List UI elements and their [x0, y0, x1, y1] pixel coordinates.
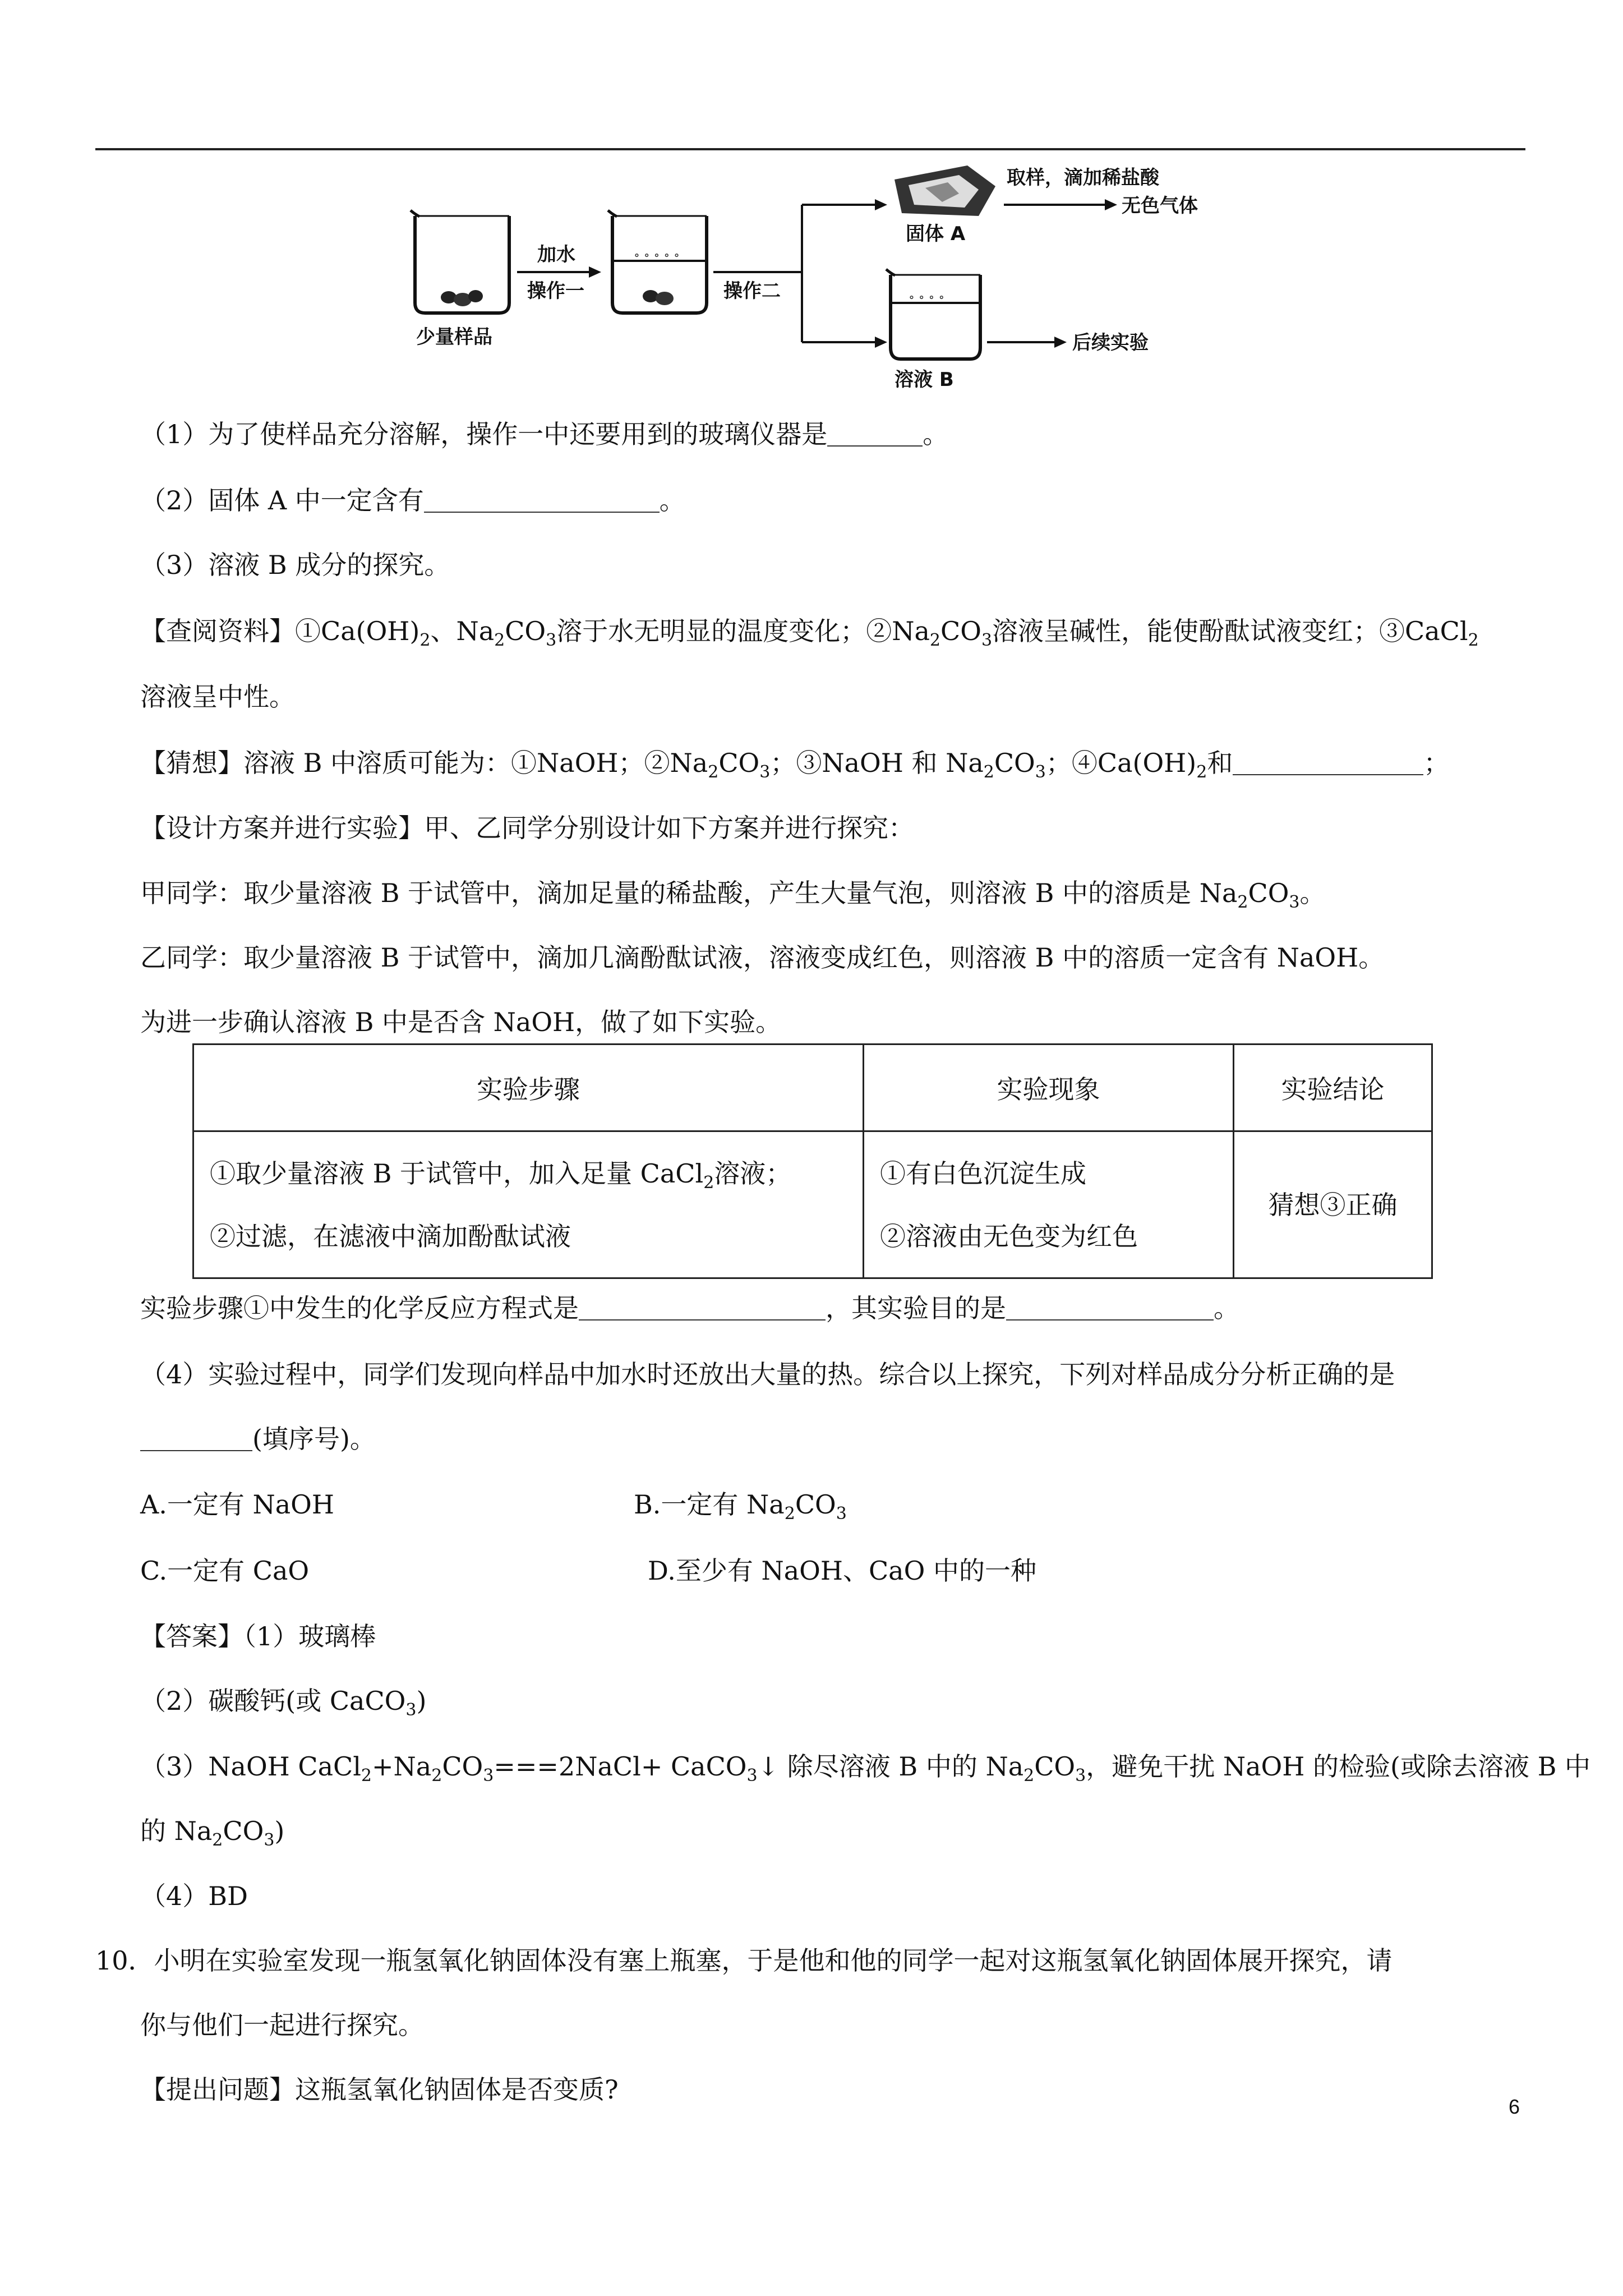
header-rule [95, 148, 1525, 150]
sample-beaker-icon [411, 210, 509, 313]
steps-question-line: 实验步骤①中发生的化学反应方程式是 ，其实验目的是 。 [140, 1293, 1239, 1323]
answer-blank[interactable] [1006, 1319, 1214, 1320]
reference-info-line-2: 溶液呈中性。 [140, 682, 295, 712]
question-4-line-2: (填序号)。 [140, 1421, 1623, 1457]
top-action-label: 取样，滴加稀盐酸 [1007, 167, 1159, 189]
student-yi-line: 乙同学：取少量溶液 B 于试管中，滴加几滴酚酞试液，溶液变成红色，则溶液 B 中的溶质一定含有 NaOH。 [140, 942, 1385, 973]
answer-4: （4）BD [140, 1881, 248, 1911]
answer-3-line-2: 的 $Na_2CO_3$) [140, 1816, 285, 1850]
table-header-cell: 实验结论 [1234, 1045, 1432, 1131]
sample-label: 少量样品 [416, 326, 492, 348]
table-header-row [193, 1045, 1432, 1131]
experiment-table [192, 1043, 1433, 1279]
page-number: 6 [1509, 2095, 1520, 2118]
answer-2: （2）碳酸钙(或 CaCO$_3$) [140, 1686, 427, 1720]
op1-bottom-label: 操作一 [527, 280, 584, 302]
op1-top-label: 加水 [537, 243, 575, 266]
solid-a-label: 固体 A [906, 223, 966, 245]
question-10-line-2: 你与他们一起进行探究。 [140, 2010, 424, 2040]
dissolving-beaker-icon [608, 210, 707, 313]
solution-b-label: 溶液 B [895, 369, 954, 391]
answer-blank[interactable] [424, 512, 660, 513]
table-header-cell: 实验步骤 [193, 1045, 864, 1131]
op2-label: 操作二 [723, 280, 781, 302]
question-10-line-1: 10．小明在实验室发现一瓶氢氧化钠固体没有塞上瓶塞，于是他和他的同学一起对这瓶氢氧化钠固体展开探究，请 [95, 1945, 1393, 1976]
table-header-cell: 实验现象 [864, 1045, 1234, 1131]
option-b: B.一定有 $Na_2CO_3$ [634, 1489, 847, 1524]
followup-label: 后续实验 [1072, 332, 1149, 354]
question-2: （2）固体 A 中一定含有 。 [140, 485, 685, 516]
answer-blank[interactable] [140, 1450, 252, 1451]
table-cell-steps: ①取少量溶液 B 于试管中，加入足量 CaCl$_2$溶液； ②过滤，在滤液中滴加酚酞试液 [193, 1131, 864, 1278]
question-10-line-3: 【提出问题】这瓶氢氧化钠固体是否变质? [140, 2074, 619, 2105]
answer-1: 【答案】（1）玻璃棒 [140, 1621, 376, 1651]
question-3: （3）溶液 B 成分的探究。 [140, 550, 450, 580]
reference-info-line-1: 【查阅资料】$①Ca(OH)_2$、$Na_2CO_3$溶于水无明显的温度变化；$②Na_2CO_3$溶液呈碱性，能使酚酞试液变红；③CaCl$_2$ [140, 616, 1479, 650]
table-row [193, 1131, 1432, 1278]
question-4-line-1: （4）实验过程中，同学们发现向样品中加水时还放出大量的热。综合以上探究，下列对样品成分分析正确的是 [140, 1359, 1395, 1389]
solution-b-beaker-icon [886, 269, 980, 359]
option-c: C.一定有 CaO [140, 1556, 310, 1586]
top-result-label: 无色气体 [1122, 195, 1198, 217]
svg-text:∘ ∘ ∘ ∘: ∘ ∘ ∘ ∘ [909, 291, 945, 305]
table-cell-phenomena: ①有白色沉淀生成 ②溶液由无色变为红色 [864, 1131, 1234, 1278]
svg-text:∘ ∘ ∘ ∘ ∘: ∘ ∘ ∘ ∘ ∘ [634, 249, 680, 263]
guess-line: 【猜想】溶液 B 中溶质可能为：①NaOH；$②Na_2CO_3$；③NaOH 和 $Na_2CO_3$；$④Ca(OH)_2$和 ； [140, 748, 1450, 782]
student-jia-line: 甲同学：取少量溶液 B 于试管中，滴加足量的稀盐酸，产生大量气泡，则溶液 B 中的溶质是 $Na_2CO_3$。 [140, 878, 1326, 912]
further-check-line: 为进一步确认溶液 B 中是否含 NaOH，做了如下实验。 [140, 1007, 782, 1037]
question-1: （1）为了使样品充分溶解，操作一中还要用到的玻璃仪器是 。 [140, 419, 949, 449]
answer-blank[interactable] [1233, 774, 1423, 775]
table-cell-conclusion: 猜想③正确 [1234, 1131, 1432, 1278]
answer-blank[interactable] [827, 445, 923, 447]
design-line: 【设计方案并进行实验】甲、乙同学分别设计如下方案并进行探究： [140, 813, 914, 843]
answer-3-line-1: （3）NaOH $CaCl_2+Na_2CO_3===2NaCl+$ CaCO$_3$↓ 除尽溶液 B 中的 $Na_2CO_3$，避免干扰 NaOH 的检验(或除去溶液 B 中 [140, 1751, 1590, 1786]
answer-blank[interactable] [579, 1319, 826, 1320]
option-a: A.一定有 NaOH [140, 1489, 334, 1520]
option-d: D.至少有 NaOH、CaO 中的一种 [648, 1556, 1036, 1586]
experiment-flow-diagram [387, 163, 1295, 404]
solid-a-icon [895, 165, 995, 216]
